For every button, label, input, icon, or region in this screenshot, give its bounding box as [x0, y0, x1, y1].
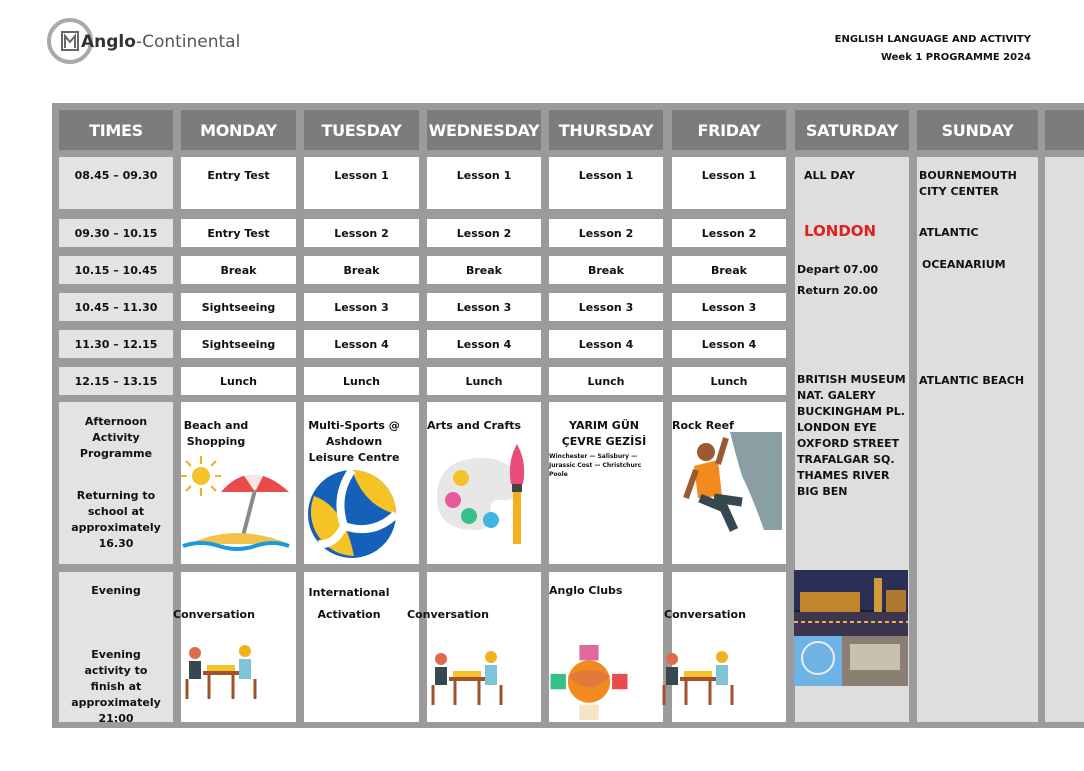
brand-name: Anglo-Continental: [81, 32, 241, 52]
activity-sub-label: Winchester — Salisbury — Jurassic Cost — Christchurc Poole: [549, 453, 642, 478]
col-header-saturday: SATURDAY: [795, 110, 909, 150]
activity-label: Conversation: [664, 608, 746, 621]
col-header-times: TIMES: [59, 110, 173, 150]
schedule-cell: Break: [427, 256, 541, 284]
schedule-cell: Lesson 3: [427, 293, 541, 321]
time-cell: 11.30 – 12.15: [59, 330, 173, 358]
col-header-thursday: THURSDAY: [549, 110, 663, 150]
activity-label: Multi-Sports @ Ashdown Leisure Centre: [308, 419, 400, 464]
schedule-cell: Lunch: [549, 367, 663, 395]
schedule-cell: Lunch: [181, 367, 296, 395]
schedule-cell: Entry Test: [181, 219, 296, 247]
sight-item: BUCKINGHAM PL.: [797, 405, 905, 418]
sight-item: LONDON EYE: [797, 421, 877, 434]
schedule-cell: Lesson 2: [304, 219, 419, 247]
evening-wednesday: [407, 572, 541, 722]
schedule-cell: Sightseeing: [181, 293, 296, 321]
col-header-tuesday: TUESDAY: [304, 110, 419, 150]
activity-label: Arts and Crafts: [427, 419, 522, 432]
sight-item: THAMES RIVER: [797, 469, 890, 482]
col-header-extra: [1045, 110, 1084, 150]
teamwork-hands-icon: [549, 645, 629, 722]
activity-label: Conversation: [173, 608, 255, 621]
afternoon-return-note: Returning to school at approximately 16.30: [71, 489, 161, 550]
activity-label: YARIM GÜN ÇEVRE GEZİSİ: [561, 419, 647, 448]
beach-umbrella-icon: [181, 452, 291, 552]
evening-label: Evening: [91, 584, 141, 597]
activity-label: Rock Reef: [672, 419, 734, 432]
sunday-column: [917, 157, 1038, 722]
evening-time-cell: [59, 572, 173, 725]
sight-item: TRAFALGAR SQ.: [797, 453, 895, 466]
time-cell: 08.45 – 09.30: [59, 157, 173, 209]
schedule-cell: Lesson 1: [427, 157, 541, 209]
rock-climber-icon: [672, 426, 782, 538]
afternoon-friday: [672, 402, 786, 564]
evening-friday: [664, 572, 786, 722]
col-header-friday: FRIDAY: [672, 110, 786, 150]
time-cell: 10.45 – 11.30: [59, 293, 173, 321]
saturday-all-day: ALL DAY: [804, 169, 855, 182]
conversation-icon: [658, 649, 738, 709]
london-photo: [794, 570, 908, 686]
schedule-cell: Sightseeing: [181, 330, 296, 358]
saturday-sights: [797, 372, 906, 500]
conversation-icon: [181, 643, 261, 703]
activity-label: Anglo Clubs: [549, 584, 623, 597]
saturday-depart: Depart 07.00: [797, 263, 879, 276]
sight-item: BIG BEN: [797, 485, 848, 498]
schedule-cell: Lunch: [427, 367, 541, 395]
activity-label: International Activation: [308, 586, 390, 621]
evening-finish-note: Evening activity to finish at approximately 21:00: [71, 648, 161, 725]
time-cell: 10.15 – 10.45: [59, 256, 173, 284]
schedule-cell: Lesson 2: [672, 219, 786, 247]
extra-column: [1045, 157, 1084, 722]
conversation-icon: [427, 649, 507, 709]
afternoon-thursday: [549, 402, 663, 564]
schedule-cell: Break: [181, 256, 296, 284]
schedule-cell: Break: [672, 256, 786, 284]
brand-logo: [47, 18, 247, 68]
saturday-london: LONDON: [804, 222, 877, 240]
evening-monday: [173, 572, 296, 722]
activity-label: Beach and Shopping: [183, 419, 249, 448]
schedule-cell: Break: [549, 256, 663, 284]
schedule-cell: Lesson 1: [304, 157, 419, 209]
schedule-cell: Lesson 3: [549, 293, 663, 321]
schedule-cell: Lesson 3: [304, 293, 419, 321]
schedule-cell: Lesson 4: [672, 330, 786, 358]
sunday-atlantic: ATLANTIC: [919, 226, 979, 239]
schedule-cell: Lesson 4: [427, 330, 541, 358]
schedule-cell: Entry Test: [181, 157, 296, 209]
schedule-cell: Lunch: [672, 367, 786, 395]
saturday-return: Return 20.00: [797, 284, 878, 297]
schedule-cell: Lesson 1: [672, 157, 786, 209]
volleyball-icon: [304, 466, 400, 562]
afternoon-monday: [181, 402, 296, 564]
col-header-monday: MONDAY: [181, 110, 296, 150]
time-cell: 09.30 – 10.15: [59, 219, 173, 247]
col-header-wednesday: WEDNESDAY: [427, 110, 541, 150]
sunday-oceanarium: OCEANARIUM: [922, 258, 1006, 271]
sight-item: OXFORD STREET: [797, 437, 900, 450]
time-cell: 12.15 – 13.15: [59, 367, 173, 395]
schedule-cell: Lunch: [304, 367, 419, 395]
evening-thursday: [549, 572, 663, 722]
sunday-city-center: BOURNEMOUTH CITY CENTER: [919, 169, 1017, 198]
col-header-sunday: SUNDAY: [917, 110, 1038, 150]
sight-item: NAT. GALERY: [797, 389, 876, 402]
afternoon-label: Afternoon Activity Programme: [79, 415, 153, 460]
schedule-cell: Lesson 1: [549, 157, 663, 209]
schedule-cell: Break: [304, 256, 419, 284]
afternoon-tuesday: [304, 402, 419, 564]
schedule-cell: Lesson 3: [672, 293, 786, 321]
schedule-cell: Lesson 4: [304, 330, 419, 358]
sunday-atlantic-beach: ATLANTIC BEACH: [919, 374, 1025, 387]
paint-palette-icon: [427, 438, 537, 548]
afternoon-time-cell: [59, 402, 173, 564]
document-title: ENGLISH LANGUAGE AND ACTIVITY Week 1 PROGRAMME 2024: [834, 34, 1031, 63]
schedule-cell: Lesson 2: [549, 219, 663, 247]
activity-label: Conversation: [407, 608, 489, 621]
evening-tuesday: [304, 572, 419, 722]
sight-item: BRITISH MUSEUM: [797, 373, 906, 386]
schedule-cell: Lesson 4: [549, 330, 663, 358]
schedule-cell: Lesson 2: [427, 219, 541, 247]
afternoon-wednesday: [427, 402, 541, 564]
